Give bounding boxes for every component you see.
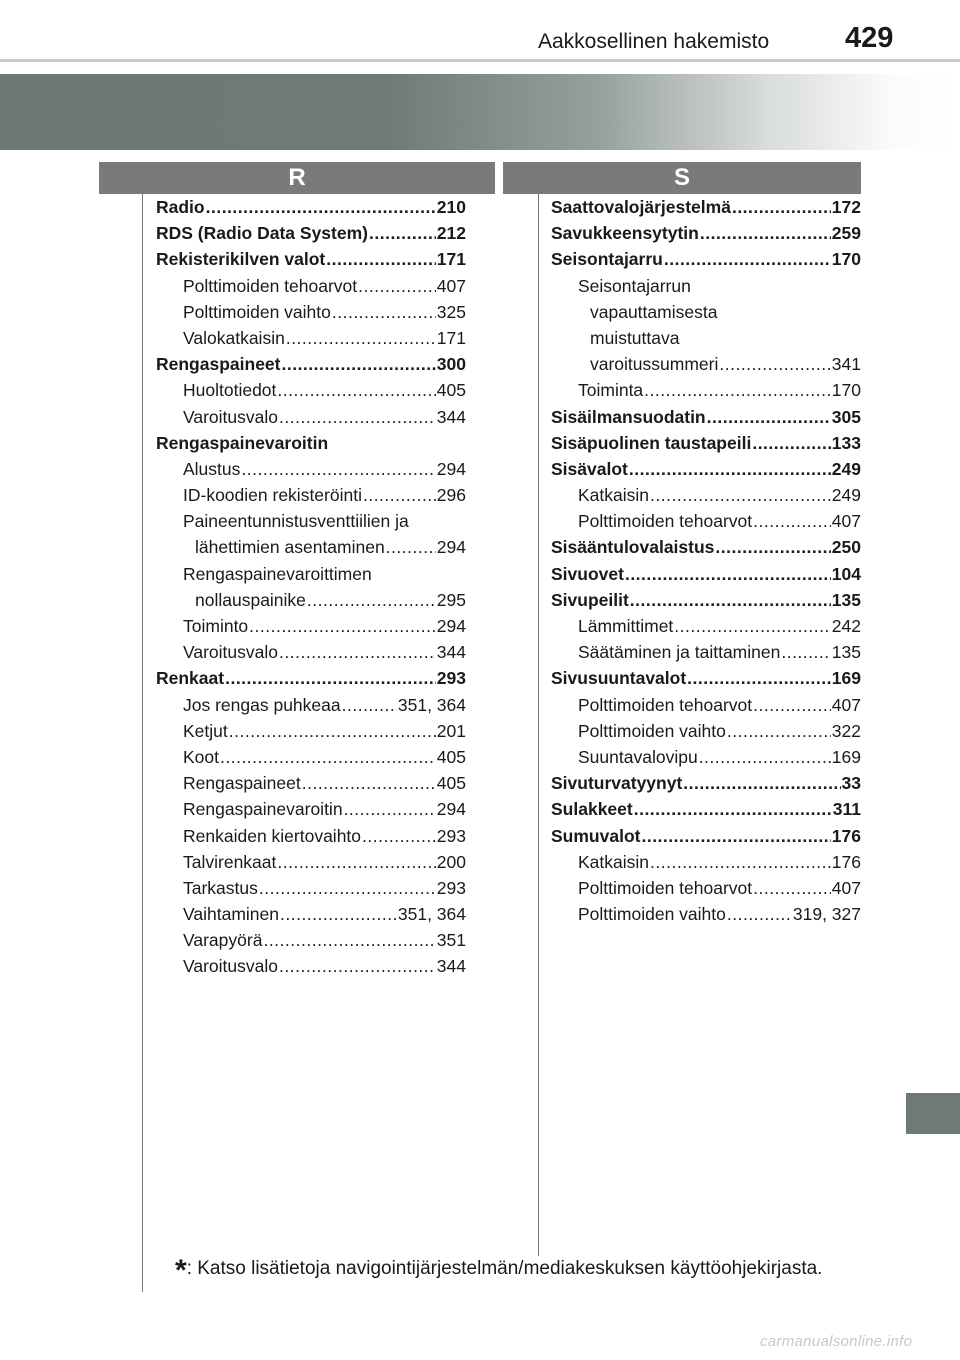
entry-page-number: 135 bbox=[831, 589, 861, 610]
entry-page-number: 176 bbox=[831, 825, 861, 846]
entry-label: RDS (Radio Data System) bbox=[156, 223, 368, 244]
leader-dots bbox=[707, 407, 831, 428]
entry-label: Alustus bbox=[183, 458, 241, 479]
index-entry bbox=[551, 485, 861, 511]
entry-page-number: 135 bbox=[831, 642, 861, 663]
entry-page-number: 407 bbox=[831, 694, 861, 715]
leader-dots bbox=[263, 930, 435, 951]
letter-heading-s: S bbox=[503, 162, 861, 194]
leader-dots bbox=[699, 747, 831, 768]
entry-page-number: 249 bbox=[831, 458, 861, 479]
index-entry bbox=[551, 904, 861, 930]
entry-page-number: 212 bbox=[436, 223, 466, 244]
entry-label: Rengaspaineet bbox=[183, 773, 301, 794]
leader-dots bbox=[241, 459, 435, 480]
entry-label: Sivusuuntavalot bbox=[551, 668, 687, 689]
index-entry bbox=[551, 537, 861, 563]
entry-label: lähettimien asentaminen bbox=[195, 537, 385, 558]
entry-label: Säätäminen ja taittaminen bbox=[578, 642, 781, 663]
entry-label: ID-koodien rekisteröinti bbox=[183, 485, 362, 506]
entry-label: Sisäilmansuodatin bbox=[551, 406, 706, 427]
entry-label: Rengaspainevaroitin bbox=[156, 432, 329, 453]
index-entry bbox=[551, 616, 861, 642]
leader-dots bbox=[277, 852, 435, 873]
entry-label: Rengaspaineet bbox=[156, 354, 281, 375]
entry-label: Ketjut bbox=[183, 720, 228, 741]
index-entry bbox=[551, 354, 861, 380]
index-entry bbox=[156, 668, 466, 694]
index-entry bbox=[551, 459, 861, 485]
entry-page-number: 405 bbox=[436, 746, 466, 767]
leader-dots bbox=[259, 878, 436, 899]
index-entry bbox=[156, 354, 466, 380]
entry-label: Sivuovet bbox=[551, 563, 624, 584]
entry-page-number: 169 bbox=[831, 746, 861, 767]
index-entry bbox=[156, 695, 466, 721]
index-entry bbox=[156, 223, 466, 249]
entry-label: Polttimoiden vaihto bbox=[578, 904, 726, 925]
entry-page-number: 405 bbox=[436, 380, 466, 401]
entry-label: Lämmittimet bbox=[578, 616, 674, 636]
leader-dots bbox=[344, 799, 436, 820]
index-column-s bbox=[551, 197, 861, 930]
entry-page-number: 250 bbox=[831, 537, 861, 558]
leader-dots bbox=[629, 459, 831, 480]
entry-label: muistuttava bbox=[590, 327, 680, 348]
leader-dots bbox=[634, 799, 832, 820]
index-entry bbox=[156, 433, 466, 459]
entry-label: Saattovalojärjestelmä bbox=[551, 197, 731, 217]
leader-dots bbox=[332, 302, 436, 323]
entry-page-number: 294 bbox=[436, 799, 466, 820]
leader-dots bbox=[753, 695, 831, 716]
index-entry bbox=[156, 328, 466, 354]
entry-page-number: 176 bbox=[831, 851, 861, 872]
entry-page-number: 405 bbox=[436, 773, 466, 794]
entry-page-number: 295 bbox=[436, 589, 466, 610]
entry-label: Rengaspainevaroitin bbox=[183, 799, 343, 820]
entry-label: Renkaat bbox=[156, 668, 225, 689]
column-rule-left bbox=[142, 194, 143, 1292]
index-entry bbox=[156, 826, 466, 852]
entry-label: Polttimoiden tehoarvot bbox=[578, 694, 753, 715]
watermark: carmanualsonline.info bbox=[760, 1333, 913, 1350]
leader-dots bbox=[683, 773, 840, 794]
entry-page-number: 293 bbox=[436, 668, 466, 689]
index-entry bbox=[156, 564, 466, 590]
entry-label: Katkaisin bbox=[578, 851, 650, 872]
leader-dots bbox=[279, 956, 436, 977]
entry-label: Rekisterikilven valot bbox=[156, 249, 326, 270]
entry-label: Polttimoiden tehoarvot bbox=[183, 275, 358, 296]
page-number: 429 bbox=[845, 22, 894, 54]
index-entry bbox=[551, 747, 861, 773]
entry-label: varoitussummeri bbox=[590, 354, 719, 375]
footnote-text: : Katso lisätietoja navigointijärjestelmän/mediakeskuksen käyttöohjekirjasta. bbox=[186, 1258, 823, 1279]
leader-dots bbox=[630, 590, 831, 611]
leader-dots bbox=[229, 721, 436, 742]
leader-dots bbox=[279, 642, 436, 663]
leader-dots bbox=[687, 668, 831, 689]
index-entry bbox=[551, 328, 861, 354]
index-entry bbox=[156, 590, 466, 616]
entry-label: Varoitusvalo bbox=[183, 956, 279, 977]
entry-label: Toiminto bbox=[183, 616, 249, 636]
entry-page-number: 351, 364 bbox=[397, 694, 466, 715]
index-entry bbox=[156, 956, 466, 982]
leader-dots bbox=[358, 276, 436, 297]
entry-page-number: 351 bbox=[436, 930, 466, 951]
leader-dots bbox=[277, 380, 435, 401]
entry-label: Renkaiden kiertovaihto bbox=[183, 825, 362, 846]
entry-label: Varapyörä bbox=[183, 930, 263, 951]
index-entry bbox=[551, 223, 861, 249]
leader-dots bbox=[249, 616, 436, 637]
thumb-index-tab bbox=[906, 1093, 960, 1134]
entry-label: Varoitusvalo bbox=[183, 406, 279, 427]
index-entry bbox=[551, 302, 861, 328]
entry-page-number: 171 bbox=[436, 249, 466, 270]
entry-page-number: 344 bbox=[436, 642, 466, 663]
index-entry bbox=[156, 852, 466, 878]
leader-dots bbox=[650, 485, 831, 506]
index-entry bbox=[156, 276, 466, 302]
entry-label: Suuntavalovipu bbox=[578, 746, 698, 767]
entry-page-number: 172 bbox=[831, 197, 861, 217]
entry-page-number: 104 bbox=[831, 563, 861, 584]
leader-dots bbox=[206, 197, 436, 218]
entry-page-number: 407 bbox=[831, 877, 861, 898]
entry-label: Jos rengas puhkeaa bbox=[183, 694, 341, 715]
leader-dots bbox=[342, 695, 397, 716]
entry-label: Seisontajarru bbox=[551, 249, 663, 270]
entry-page-number: 210 bbox=[436, 197, 466, 217]
entry-label: Valokatkaisin bbox=[183, 327, 285, 348]
entry-page-number: 305 bbox=[831, 406, 861, 427]
leader-dots bbox=[326, 249, 436, 270]
entry-page-number: 200 bbox=[436, 851, 466, 872]
entry-label: vapauttamisesta bbox=[590, 301, 718, 322]
index-entry bbox=[551, 799, 861, 825]
leader-dots bbox=[307, 590, 436, 611]
entry-page-number: 344 bbox=[436, 956, 466, 977]
index-entry bbox=[156, 537, 466, 563]
entry-page-number: 293 bbox=[436, 877, 466, 898]
leader-dots bbox=[752, 433, 830, 454]
index-entry bbox=[156, 930, 466, 956]
index-entry bbox=[551, 511, 861, 537]
page-header bbox=[0, 0, 960, 62]
index-entry bbox=[551, 276, 861, 302]
leader-dots bbox=[286, 328, 436, 349]
leader-dots bbox=[362, 826, 436, 847]
entry-page-number: 351, 364 bbox=[397, 904, 466, 925]
index-entry bbox=[551, 878, 861, 904]
header-banner bbox=[0, 74, 960, 150]
entry-page-number: 201 bbox=[436, 720, 466, 741]
entry-label: Varoitusvalo bbox=[183, 642, 279, 663]
footnote-star: * bbox=[175, 1254, 187, 1287]
index-entry bbox=[551, 773, 861, 799]
entry-label: Tarkastus bbox=[183, 877, 258, 898]
leader-dots bbox=[220, 747, 436, 768]
leader-dots bbox=[781, 642, 830, 663]
entry-page-number: 294 bbox=[436, 458, 466, 479]
leader-dots bbox=[715, 537, 830, 558]
letter-heading-r: R bbox=[99, 162, 495, 194]
entry-page-number: 344 bbox=[436, 406, 466, 427]
index-entry bbox=[156, 878, 466, 904]
index-entry bbox=[551, 826, 861, 852]
index-entry bbox=[551, 197, 861, 223]
entry-page-number: 407 bbox=[436, 275, 466, 296]
leader-dots bbox=[386, 537, 436, 558]
entry-label: Vaihtaminen bbox=[183, 904, 279, 925]
leader-dots bbox=[225, 668, 436, 689]
entry-label: Huoltotiedot bbox=[183, 380, 277, 401]
index-entry bbox=[551, 852, 861, 878]
entry-page-number: 294 bbox=[436, 537, 466, 558]
entry-page-number: 170 bbox=[831, 249, 861, 270]
entry-page-number: 341 bbox=[831, 354, 861, 375]
entry-page-number: 33 bbox=[841, 773, 861, 794]
leader-dots bbox=[732, 197, 831, 218]
leader-dots bbox=[641, 826, 830, 847]
index-entry bbox=[156, 407, 466, 433]
index-entry bbox=[156, 616, 466, 642]
leader-dots bbox=[363, 485, 436, 506]
entry-label: Sisävalot bbox=[551, 458, 628, 479]
entry-label: Sisäpuolinen taustapeili bbox=[551, 432, 752, 453]
entry-page-number: 322 bbox=[831, 720, 861, 741]
entry-label: Katkaisin bbox=[578, 485, 650, 506]
entry-label: Sivupeilit bbox=[551, 589, 629, 610]
entry-label: Polttimoiden vaihto bbox=[183, 301, 331, 322]
leader-dots bbox=[644, 380, 831, 401]
leader-dots bbox=[674, 616, 831, 637]
entry-label: Sivuturvatyynyt bbox=[551, 773, 683, 794]
entry-page-number: 249 bbox=[831, 485, 861, 506]
entry-label: Toiminta bbox=[578, 380, 644, 401]
leader-dots bbox=[719, 354, 830, 375]
entry-label: Koot bbox=[183, 746, 219, 767]
index-entry bbox=[156, 249, 466, 275]
entry-label: nollauspainike bbox=[195, 589, 306, 610]
entry-page-number: 171 bbox=[436, 327, 466, 348]
index-entry bbox=[551, 249, 861, 275]
footnote bbox=[175, 1254, 822, 1288]
leader-dots bbox=[753, 878, 831, 899]
index-entry bbox=[551, 433, 861, 459]
index-entry bbox=[156, 721, 466, 747]
entry-label: Paineentunnistusventtiilien ja bbox=[183, 511, 409, 532]
index-entry bbox=[551, 407, 861, 433]
leader-dots bbox=[700, 223, 831, 244]
index-entry bbox=[156, 302, 466, 328]
index-entry bbox=[551, 721, 861, 747]
leader-dots bbox=[279, 407, 436, 428]
entry-page-number: 311 bbox=[832, 799, 861, 820]
entry-page-number: 259 bbox=[831, 223, 861, 244]
entry-page-number: 407 bbox=[831, 511, 861, 532]
index-entry bbox=[551, 590, 861, 616]
index-entry bbox=[156, 747, 466, 773]
leader-dots bbox=[727, 721, 831, 742]
index-entry bbox=[156, 485, 466, 511]
entry-label: Polttimoiden vaihto bbox=[578, 720, 726, 741]
leader-dots bbox=[753, 511, 831, 532]
index-entry bbox=[551, 380, 861, 406]
entry-page-number: 325 bbox=[436, 301, 466, 322]
leader-dots bbox=[281, 354, 435, 375]
index-entry bbox=[156, 642, 466, 668]
entry-label: Rengaspainevaroittimen bbox=[183, 563, 372, 584]
index-entry bbox=[156, 511, 466, 537]
index-entry bbox=[156, 380, 466, 406]
index-column-r bbox=[156, 197, 466, 983]
index-entry bbox=[551, 564, 861, 590]
entry-page-number: 169 bbox=[831, 668, 861, 689]
index-entry bbox=[156, 459, 466, 485]
leader-dots bbox=[280, 904, 397, 925]
leader-dots bbox=[625, 564, 831, 585]
entry-label: Radio bbox=[156, 197, 205, 217]
index-entry bbox=[156, 799, 466, 825]
entry-label: Savukkeensytytin bbox=[551, 223, 699, 244]
index-entry bbox=[156, 197, 466, 223]
entry-label: Sumuvalot bbox=[551, 825, 641, 846]
entry-page-number: 242 bbox=[831, 616, 861, 636]
index-entry bbox=[551, 668, 861, 694]
index-entry bbox=[551, 695, 861, 721]
entry-page-number: 294 bbox=[436, 616, 466, 636]
leader-dots bbox=[302, 773, 436, 794]
entry-label: Sisääntulovalaistus bbox=[551, 537, 715, 558]
index-entry bbox=[156, 904, 466, 930]
entry-page-number: 296 bbox=[436, 485, 466, 506]
leader-dots bbox=[369, 223, 436, 244]
entry-label: Talvirenkaat bbox=[183, 851, 277, 872]
entry-page-number: 319, 327 bbox=[792, 904, 861, 925]
entry-page-number: 170 bbox=[831, 380, 861, 401]
index-entry bbox=[551, 642, 861, 668]
entry-label: Seisontajarrun bbox=[578, 275, 691, 296]
entry-label: Polttimoiden tehoarvot bbox=[578, 511, 753, 532]
entry-page-number: 293 bbox=[436, 825, 466, 846]
leader-dots bbox=[664, 249, 831, 270]
leader-dots bbox=[650, 852, 831, 873]
entry-label: Polttimoiden tehoarvot bbox=[578, 877, 753, 898]
entry-page-number: 133 bbox=[831, 432, 861, 453]
entry-label: Sulakkeet bbox=[551, 799, 633, 820]
section-title: Aakkosellinen hakemisto bbox=[538, 30, 770, 53]
column-rule-middle bbox=[538, 194, 539, 1256]
index-entry bbox=[156, 773, 466, 799]
leader-dots bbox=[727, 904, 792, 925]
entry-page-number: 300 bbox=[436, 354, 466, 375]
